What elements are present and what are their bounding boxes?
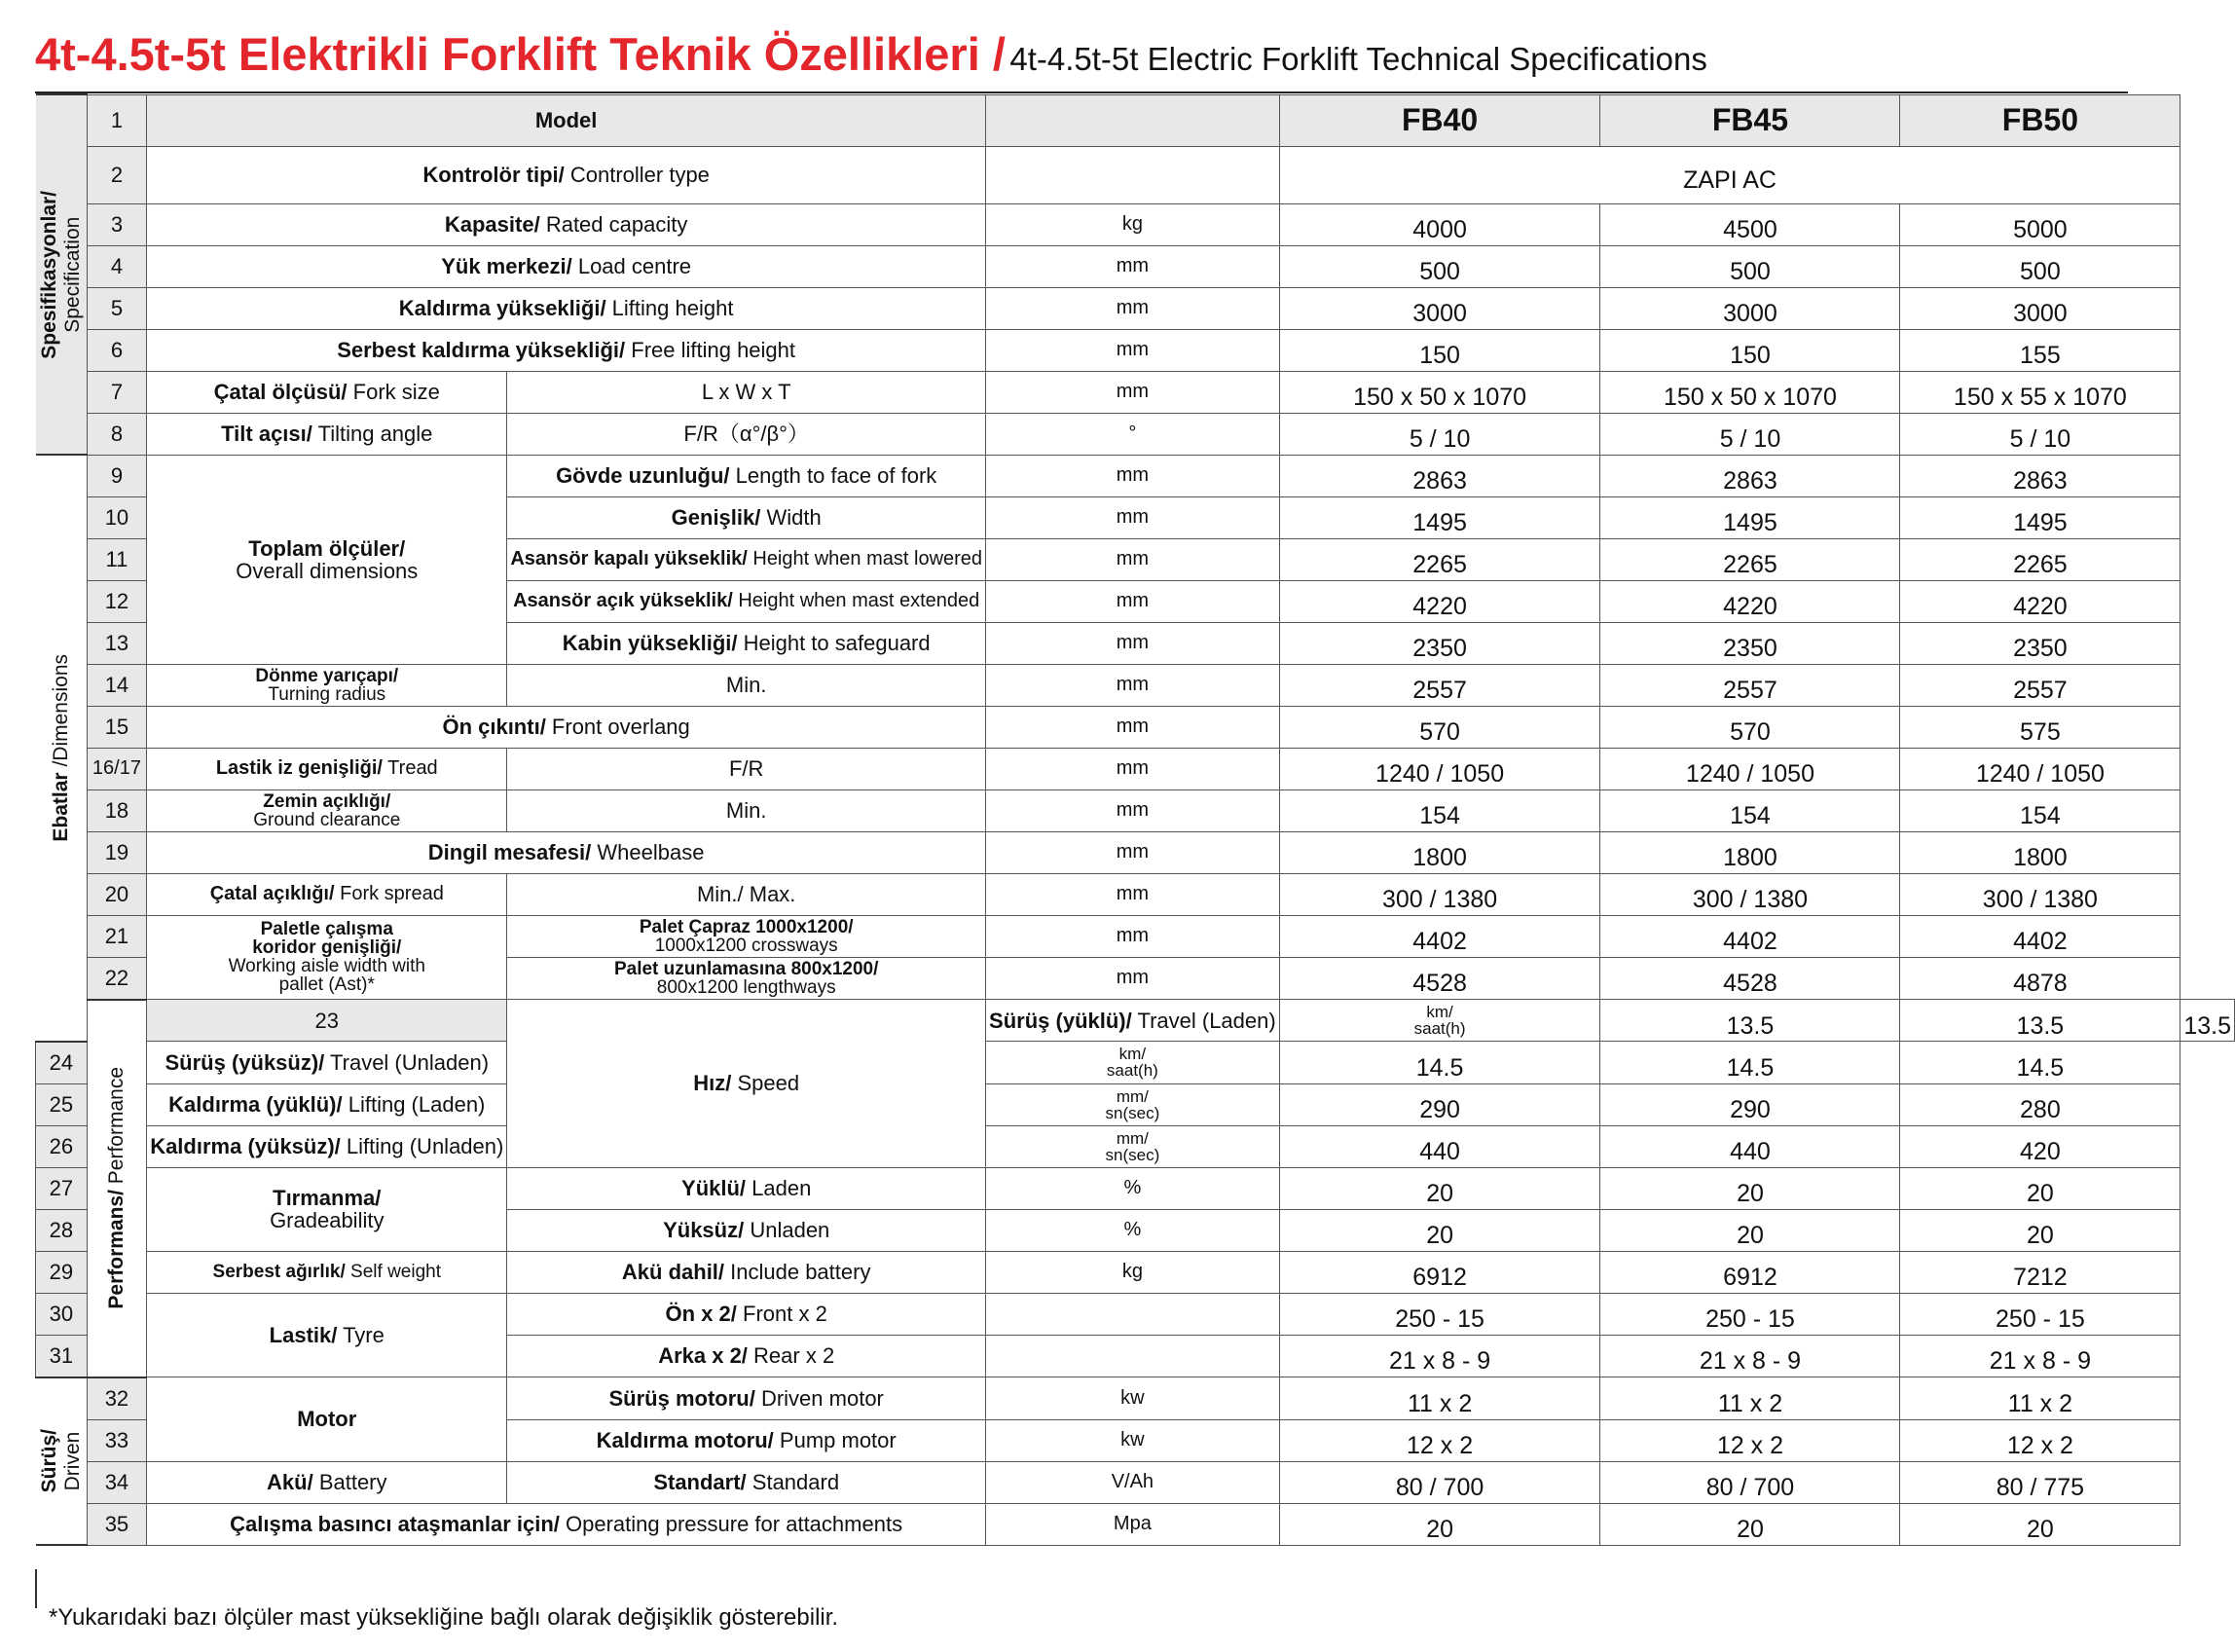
row-number: 6 [87, 329, 147, 371]
value-fb50: 3000 [1900, 287, 2180, 329]
table-row [36, 873, 2235, 915]
value-fb40: 1495 [1279, 496, 1600, 538]
value-fb40: 2350 [1279, 622, 1600, 664]
table-row [36, 1083, 2235, 1125]
value-fb50: 11 x 2 [1900, 1377, 2180, 1420]
value-fb50: 4402 [1900, 915, 2180, 957]
value-fb50: 5000 [1900, 203, 2180, 245]
row-label: Kaldırma yüksekliği/ Lifting height [147, 287, 986, 329]
value-fb50: 155 [1900, 329, 2180, 371]
row-number: 26 [36, 1125, 88, 1167]
row-number: 25 [36, 1083, 88, 1125]
table-row [36, 1293, 2235, 1335]
unit-cell: mm [986, 915, 1280, 957]
group-overall-dimensions: Toplam ölçüler/ Overall dimensions [147, 455, 507, 664]
value-fb40: 150 [1279, 329, 1600, 371]
table-row [36, 371, 2235, 413]
value-fb50: 280 [1900, 1083, 2180, 1125]
value-fb50: 154 [1900, 789, 2180, 831]
table-row [36, 831, 2235, 873]
value-fb45: 1495 [1600, 496, 1900, 538]
row-number: 28 [36, 1209, 88, 1251]
value-fb50: 80 / 775 [1900, 1461, 2180, 1503]
row-number: 4 [87, 245, 147, 287]
row-number: 31 [36, 1335, 88, 1377]
row-label: Sürüş motoru/ Driven motor [507, 1377, 986, 1420]
table-row [36, 1125, 2235, 1167]
value-fb50: 250 - 15 [1900, 1293, 2180, 1335]
value-fb40: 570 [1279, 706, 1600, 748]
group-tyre: Lastik/ Tyre [147, 1293, 507, 1377]
row-number: 33 [87, 1419, 147, 1461]
value-fb45: 2265 [1600, 538, 1900, 580]
row-label: Ön çıkıntı/ Front overlang [147, 706, 986, 748]
value-fb50: 20 [1900, 1209, 2180, 1251]
value-fb50: 20 [1900, 1503, 2180, 1545]
row-number: 22 [87, 957, 147, 1000]
value-fb45: 20 [1600, 1503, 1900, 1545]
value-fb45: 80 / 700 [1600, 1461, 1900, 1503]
table-row [36, 1461, 2235, 1503]
value-fb40: 4402 [1279, 915, 1600, 957]
model-label: Model [147, 94, 986, 146]
row-number: 10 [87, 496, 147, 538]
value-fb45: 2557 [1600, 664, 1900, 706]
group-speed: Hız/ Speed [507, 1000, 986, 1168]
value-fb40: 4528 [1279, 957, 1600, 1000]
group-ground-clearance: Zemin açıklığı/ Ground clearance [147, 789, 507, 831]
row-sublabel: F/R [507, 748, 986, 789]
value-fb40: 20 [1279, 1209, 1600, 1251]
row-label: Kabin yüksekliği/ Height to safeguard [507, 622, 986, 664]
value-fb50: 420 [1900, 1125, 2180, 1167]
value-fb50: 1495 [1900, 496, 2180, 538]
unit-cell: Mpa [986, 1503, 1280, 1545]
row-label: Çatal ölçüsü/ Fork size [147, 371, 507, 413]
value-fb40: 150 x 50 x 1070 [1279, 371, 1600, 413]
row-number: 12 [87, 580, 147, 622]
table-row [36, 706, 2235, 748]
value-fb40: 80 / 700 [1279, 1461, 1600, 1503]
row-label: Çalışma basıncı ataşmanlar için/ Operating pressure for attachments [147, 1503, 986, 1545]
unit-cell: mm [986, 455, 1280, 496]
row-number: 5 [87, 287, 147, 329]
value-fb40: 4220 [1279, 580, 1600, 622]
row-label: Serbest kaldırma yüksekliği/ Free lifting height [147, 329, 986, 371]
value-fb40: 440 [1279, 1125, 1600, 1167]
row-number: 27 [36, 1167, 88, 1209]
unit-cell: mm [986, 287, 1280, 329]
section-performance: Performans/ Performance [87, 1000, 147, 1377]
value-fb40: 11 x 2 [1279, 1377, 1600, 1420]
value-fb45: 4220 [1600, 580, 1900, 622]
row-label: Gövde uzunluğu/ Length to face of fork [507, 455, 986, 496]
unit-cell: mm [986, 329, 1280, 371]
value-fb45: 13.5 [1900, 1000, 2180, 1042]
value-fb50: 2265 [1900, 538, 2180, 580]
value-fb40: 290 [1279, 1083, 1600, 1125]
value-fb45: 20 [1600, 1209, 1900, 1251]
row-number: 29 [36, 1251, 88, 1293]
table-row [36, 146, 2235, 203]
row-number: 21 [87, 915, 147, 957]
value-fb45: 12 x 2 [1600, 1419, 1900, 1461]
value-fb50: 7212 [1900, 1251, 2180, 1293]
unit-cell: kw [986, 1377, 1280, 1420]
table-row [36, 748, 2235, 789]
unit-cell: kw [986, 1419, 1280, 1461]
controller-value: ZAPI AC [1279, 146, 2180, 203]
value-fb50: 300 / 1380 [1900, 873, 2180, 915]
value-fb50: 1240 / 1050 [1900, 748, 2180, 789]
value-fb40: 2265 [1279, 538, 1600, 580]
value-fb50: 2350 [1900, 622, 2180, 664]
row-label: Asansör açık yükseklik/ Height when mast extended [507, 580, 986, 622]
row-number: 7 [87, 371, 147, 413]
value-fb50: 1800 [1900, 831, 2180, 873]
unit-cell: mm/ sn(sec) [986, 1083, 1280, 1125]
row-label: Akü dahil/ Include battery [507, 1251, 986, 1293]
unit-cell: km/ saat(h) [1279, 1000, 1600, 1042]
value-fb40: 2863 [1279, 455, 1600, 496]
value-fb50: 21 x 8 - 9 [1900, 1335, 2180, 1377]
row-number: 18 [87, 789, 147, 831]
value-fb40: 12 x 2 [1279, 1419, 1600, 1461]
table-row [36, 1000, 2235, 1042]
spec-table [35, 93, 2235, 1546]
row-sublabel: F/R（α°/β°） [507, 413, 986, 455]
section-driven: Sürüş/ Driven [36, 1377, 88, 1546]
value-fb50: 4878 [1900, 957, 2180, 1000]
unit-cell: V/Ah [986, 1461, 1280, 1503]
row-number: 23 [147, 1000, 507, 1042]
unit-cell: kg [986, 1251, 1280, 1293]
table-row [36, 1042, 2235, 1084]
value-fb45: 14.5 [1600, 1042, 1900, 1084]
value-fb40: 300 / 1380 [1279, 873, 1600, 915]
row-number: 34 [87, 1461, 147, 1503]
group-turning-radius: Dönme yarıçapı/ Turning radius [147, 664, 507, 706]
unit-cell [986, 146, 1280, 203]
value-fb45: 154 [1600, 789, 1900, 831]
table-row [36, 287, 2235, 329]
row-number: 32 [87, 1377, 147, 1420]
row-number: 1 [87, 94, 147, 146]
value-fb50: 2557 [1900, 664, 2180, 706]
row-label: Standart/ Standard [507, 1461, 986, 1503]
unit-cell: % [986, 1209, 1280, 1251]
value-fb45: 5 / 10 [1600, 413, 1900, 455]
section-specification: Spesifikasyonlar/ Specification [36, 94, 88, 455]
unit-cell [986, 1293, 1280, 1335]
value-fb50: 5 / 10 [1900, 413, 2180, 455]
row-label: Palet Çapraz 1000x1200/ 1000x1200 crossways [507, 915, 986, 957]
unit-cell: mm [986, 371, 1280, 413]
value-fb40: 20 [1279, 1503, 1600, 1545]
row-number: 2 [87, 146, 147, 203]
value-fb40: 6912 [1279, 1251, 1600, 1293]
value-fb45: 6912 [1600, 1251, 1900, 1293]
row-sublabel: L x W x T [507, 371, 986, 413]
model-fb45: FB45 [1600, 94, 1900, 146]
row-number: 30 [36, 1293, 88, 1335]
page-title [35, 27, 1707, 86]
value-fb45: 3000 [1600, 287, 1900, 329]
title-tr: 4t-4.5t-5t Elektrikli Forklift Teknik Özellikleri / [35, 28, 1006, 80]
table-row [36, 664, 2235, 706]
value-fb45: 4528 [1600, 957, 1900, 1000]
value-fb40: 20 [1279, 1167, 1600, 1209]
row-number: 11 [87, 538, 147, 580]
unit-cell: kg [986, 203, 1280, 245]
table-row [36, 789, 2235, 831]
value-fb50: 20 [1900, 1167, 2180, 1209]
value-fb45: 440 [1600, 1125, 1900, 1167]
row-label: Kaldırma (yüksüz)/ Lifting (Unladen) [147, 1125, 507, 1167]
value-fb45: 4500 [1600, 203, 1900, 245]
row-number: 13 [87, 622, 147, 664]
row-number: 20 [87, 873, 147, 915]
model-fb50: FB50 [1900, 94, 2180, 146]
value-fb45: 2863 [1600, 455, 1900, 496]
unit-cell: mm [986, 957, 1280, 1000]
row-label: Yüklü/ Laden [507, 1167, 986, 1209]
unit-cell [986, 1335, 1280, 1377]
table-row [36, 203, 2235, 245]
value-fb50: 14.5 [1900, 1042, 2180, 1084]
group-aisle-width: Paletle çalışma koridor genişliği/ Working aisle width with pallet (Ast)* [147, 915, 507, 1000]
value-fb40: 4000 [1279, 203, 1600, 245]
row-label: Kapasite/ Rated capacity [147, 203, 986, 245]
footnote-rule [35, 1569, 37, 1608]
value-fb45: 500 [1600, 245, 1900, 287]
value-fb45: 20 [1600, 1167, 1900, 1209]
value-fb45: 1240 / 1050 [1600, 748, 1900, 789]
value-fb40: 21 x 8 - 9 [1279, 1335, 1600, 1377]
value-fb50: 150 x 55 x 1070 [1900, 371, 2180, 413]
value-fb45: 250 - 15 [1600, 1293, 1900, 1335]
value-fb45: 2350 [1600, 622, 1900, 664]
row-label: Lastik iz genişliği/ Tread [147, 748, 507, 789]
value-fb40: 154 [1279, 789, 1600, 831]
unit-cell: ° [986, 413, 1280, 455]
row-sublabel: Min. [507, 664, 986, 706]
row-number: 3 [87, 203, 147, 245]
table-row [36, 455, 2235, 496]
row-label: Dingil mesafesi/ Wheelbase [147, 831, 986, 873]
value-fb45: 570 [1600, 706, 1900, 748]
group-self-weight: Serbest ağırlık/ Self weight [147, 1251, 507, 1293]
value-fb40: 1240 / 1050 [1279, 748, 1600, 789]
table-row [36, 1377, 2235, 1420]
row-label: Yük merkezi/ Load centre [147, 245, 986, 287]
group-battery: Akü/ Battery [147, 1461, 507, 1503]
table-row [36, 245, 2235, 287]
value-fb45: 150 x 50 x 1070 [1600, 371, 1900, 413]
value-fb40: 5 / 10 [1279, 413, 1600, 455]
table-row [36, 1167, 2235, 1209]
table-row [36, 915, 2235, 957]
value-fb40: 14.5 [1279, 1042, 1600, 1084]
value-fb45: 150 [1600, 329, 1900, 371]
unit-cell: mm [986, 496, 1280, 538]
row-number: 19 [87, 831, 147, 873]
unit-cell: mm [986, 622, 1280, 664]
row-number: 16/17 [87, 748, 147, 789]
value-fb45: 11 x 2 [1600, 1377, 1900, 1420]
row-label: Ön x 2/ Front x 2 [507, 1293, 986, 1335]
unit-cell: mm [986, 538, 1280, 580]
group-motor: Motor [147, 1377, 507, 1462]
unit-cell: mm [986, 580, 1280, 622]
value-fb40: 1800 [1279, 831, 1600, 873]
value-fb40: 500 [1279, 245, 1600, 287]
unit-cell: mm [986, 748, 1280, 789]
row-label: Sürüş (yüklü)/ Travel (Laden) [986, 1000, 1280, 1042]
unit-cell: km/ saat(h) [986, 1042, 1280, 1084]
value-fb45: 300 / 1380 [1600, 873, 1900, 915]
row-label: Çatal açıklığı/ Fork spread [147, 873, 507, 915]
unit-cell: mm [986, 789, 1280, 831]
model-fb40: FB40 [1279, 94, 1600, 146]
row-number: 8 [87, 413, 147, 455]
row-label: Asansör kapalı yükseklik/ Height when mast lowered [507, 538, 986, 580]
value-fb50: 500 [1900, 245, 2180, 287]
row-label: Kontrolör tipi/ Controller type [147, 146, 986, 203]
row-label: Tilt açısı/ Tilting angle [147, 413, 507, 455]
row-number: 9 [87, 455, 147, 496]
unit-cell: mm [986, 706, 1280, 748]
row-label: Kaldırma motoru/ Pump motor [507, 1419, 986, 1461]
value-fb40: 13.5 [1600, 1000, 1900, 1042]
value-fb50: 575 [1900, 706, 2180, 748]
value-fb50: 13.5 [2180, 1000, 2235, 1042]
table-row [36, 413, 2235, 455]
unit-cell: mm [986, 873, 1280, 915]
value-fb40: 3000 [1279, 287, 1600, 329]
row-label: Yüksüz/ Unladen [507, 1209, 986, 1251]
row-number: 35 [87, 1503, 147, 1545]
footnote: *Yukarıdaki bazı ölçüler mast yüksekliğine bağlı olarak değişiklik gösterebilir. [49, 1604, 839, 1631]
row-number: 15 [87, 706, 147, 748]
unit-cell: mm [986, 664, 1280, 706]
unit-cell: % [986, 1167, 1280, 1209]
unit-cell: mm [986, 831, 1280, 873]
row-label: Sürüş (yüksüz)/ Travel (Unladen) [147, 1042, 507, 1084]
row-label: Kaldırma (yüklü)/ Lifting (Laden) [147, 1083, 507, 1125]
row-label: Arka x 2/ Rear x 2 [507, 1335, 986, 1377]
value-fb45: 21 x 8 - 9 [1600, 1335, 1900, 1377]
unit-cell: mm/ sn(sec) [986, 1125, 1280, 1167]
unit-cell [986, 94, 1280, 146]
value-fb45: 4402 [1600, 915, 1900, 957]
row-label: Palet uzunlamasına 800x1200/ 800x1200 lengthways [507, 957, 986, 1000]
table-row [36, 1251, 2235, 1293]
value-fb40: 2557 [1279, 664, 1600, 706]
value-fb45: 290 [1600, 1083, 1900, 1125]
table-row [36, 94, 2235, 146]
group-gradeability: Tırmanma/ Gradeability [147, 1167, 507, 1251]
title-en: 4t-4.5t-5t Electric Forklift Technical Specifications [1009, 41, 1707, 77]
row-number: 14 [87, 664, 147, 706]
table-row [36, 1503, 2235, 1545]
value-fb40: 250 - 15 [1279, 1293, 1600, 1335]
value-fb45: 1800 [1600, 831, 1900, 873]
value-fb50: 2863 [1900, 455, 2180, 496]
section-dimensions: Ebatlar /Dimensions [36, 455, 88, 1042]
row-number: 24 [36, 1042, 88, 1084]
value-fb50: 4220 [1900, 580, 2180, 622]
value-fb50: 12 x 2 [1900, 1419, 2180, 1461]
row-sublabel: Min./ Max. [507, 873, 986, 915]
row-label: Genişlik/ Width [507, 496, 986, 538]
row-sublabel: Min. [507, 789, 986, 831]
table-row [36, 329, 2235, 371]
unit-cell: mm [986, 245, 1280, 287]
